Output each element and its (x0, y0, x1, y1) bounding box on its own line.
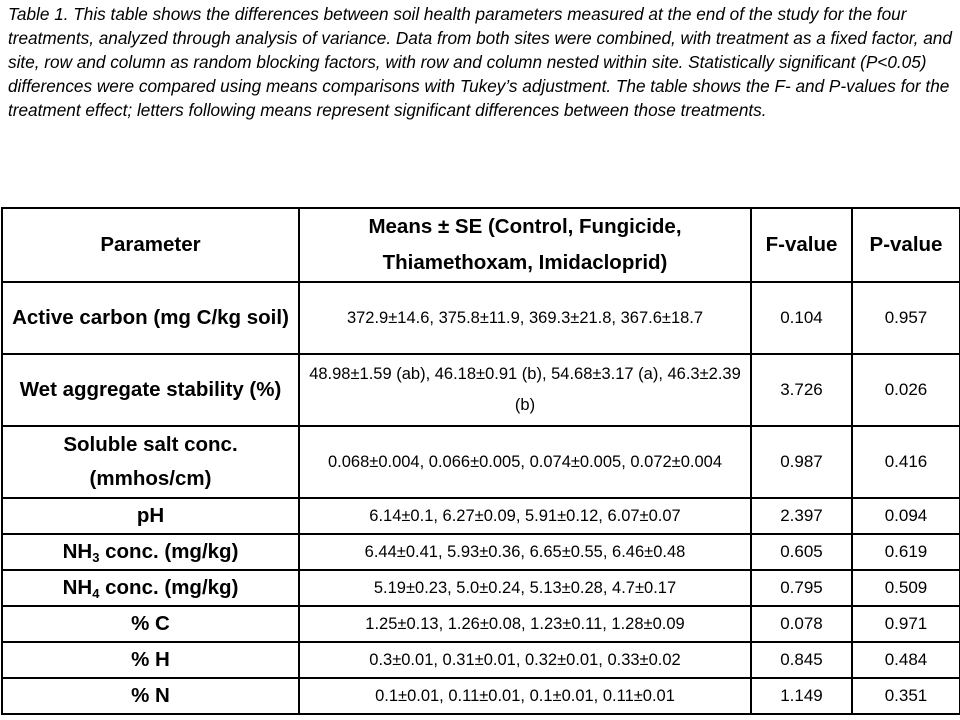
cell-parameter: Wet aggregate stability (%) (2, 354, 299, 426)
cell-f-value: 0.078 (751, 606, 852, 642)
cell-means: 1.25±0.13, 1.26±0.08, 1.23±0.11, 1.28±0.09 (299, 606, 751, 642)
cell-parameter: % C (2, 606, 299, 642)
table-row (2, 426, 960, 498)
cell-means: 5.19±0.23, 5.0±0.24, 5.13±0.28, 4.7±0.17 (299, 570, 751, 606)
cell-parameter: % H (2, 642, 299, 678)
table-header-row (2, 208, 960, 282)
cell-p-value: 0.416 (852, 426, 960, 498)
parameter-prefix: NH (62, 576, 93, 599)
cell-f-value: 0.104 (751, 282, 852, 354)
parameter-suffix: conc. (mg/kg) (99, 540, 239, 563)
cell-parameter (2, 534, 299, 570)
cell-p-value: 0.484 (852, 642, 960, 678)
cell-p-value: 0.957 (852, 282, 960, 354)
cell-parameter: Active carbon (mg C/kg soil) (2, 282, 299, 354)
table-row (2, 678, 960, 714)
cell-f-value: 1.149 (751, 678, 852, 714)
cell-p-value: 0.619 (852, 534, 960, 570)
header-p-value: P-value (852, 208, 960, 282)
cell-p-value: 0.971 (852, 606, 960, 642)
table-caption: Table 1. This table shows the differences between soil health parameters measured at the end of the study for the four treatments, analyzed through analysis of variance. Data from both sites were combined, with treatment as a fixed factor, and site, row and column as random blocking factors, with row and column nested within site. Statistically significant (P<0.05) differences were compared using means comparisons with Tukey’s adjustment. The table shows the F- and P-values for the treatment effect; letters following means represent significant differences between those treatments. (8, 4, 952, 121)
cell-means: 372.9±14.6, 375.8±11.9, 369.3±21.8, 367.6±18.7 (299, 282, 751, 354)
cell-parameter (2, 570, 299, 606)
cell-means: 0.1±0.01, 0.11±0.01, 0.1±0.01, 0.11±0.01 (299, 678, 751, 714)
table-row (2, 534, 960, 570)
cell-f-value: 0.845 (751, 642, 852, 678)
cell-means: 6.44±0.41, 5.93±0.36, 6.65±0.55, 6.46±0.48 (299, 534, 751, 570)
cell-means: 48.98±1.59 (ab), 46.18±0.91 (b), 54.68±3.17 (a), 46.3±2.39 (b) (299, 354, 751, 426)
cell-p-value: 0.351 (852, 678, 960, 714)
soil-health-table (1, 207, 960, 715)
table-row (2, 354, 960, 426)
table-row (2, 498, 960, 534)
cell-parameter: pH (2, 498, 299, 534)
cell-p-value: 0.094 (852, 498, 960, 534)
cell-f-value: 2.397 (751, 498, 852, 534)
cell-p-value: 0.509 (852, 570, 960, 606)
cell-p-value: 0.026 (852, 354, 960, 426)
cell-f-value: 0.795 (751, 570, 852, 606)
parameter-prefix: NH (62, 540, 93, 563)
table-row (2, 570, 960, 606)
parameter-suffix: conc. (mg/kg) (99, 576, 239, 599)
cell-f-value: 0.987 (751, 426, 852, 498)
cell-parameter: % N (2, 678, 299, 714)
parameter-subscript: 4 (92, 586, 100, 601)
table-row (2, 606, 960, 642)
cell-f-value: 0.605 (751, 534, 852, 570)
header-f-value: F-value (751, 208, 852, 282)
cell-parameter: Soluble salt conc. (mmhos/cm) (2, 426, 299, 498)
cell-means: 0.068±0.004, 0.066±0.005, 0.074±0.005, 0.072±0.004 (299, 426, 751, 498)
cell-f-value: 3.726 (751, 354, 852, 426)
cell-means: 6.14±0.1, 6.27±0.09, 5.91±0.12, 6.07±0.07 (299, 498, 751, 534)
cell-means: 0.3±0.01, 0.31±0.01, 0.32±0.01, 0.33±0.02 (299, 642, 751, 678)
table-row (2, 282, 960, 354)
header-means: Means ± SE (Control, Fungicide, Thiamethoxam, Imidacloprid) (299, 208, 751, 282)
parameter-subscript: 3 (92, 550, 100, 565)
table-row (2, 642, 960, 678)
header-parameter: Parameter (2, 208, 299, 282)
